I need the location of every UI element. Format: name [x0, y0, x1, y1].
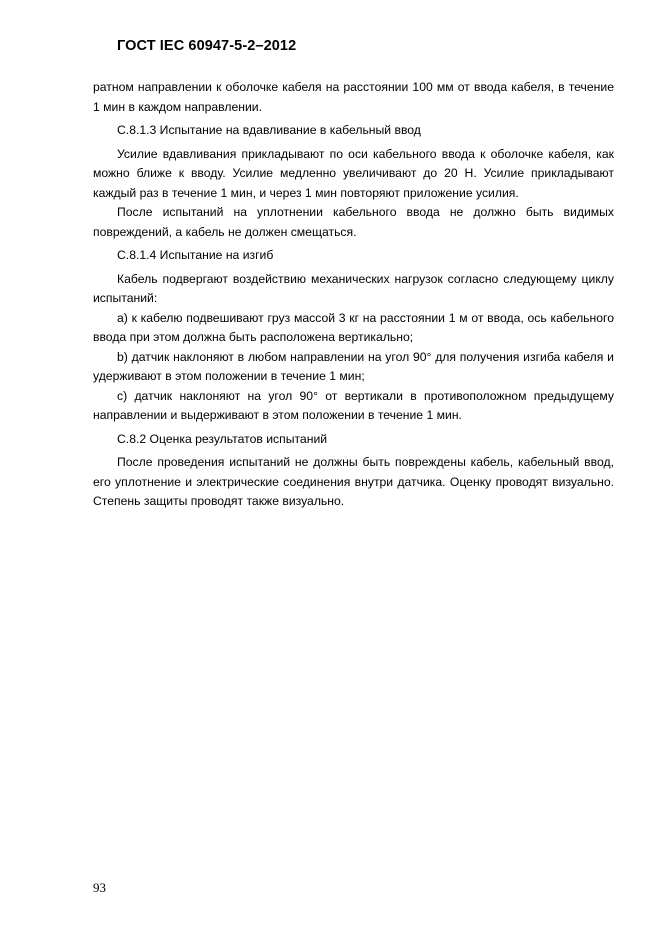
document-header: ГОСТ IEC 60947-5-2–2012: [117, 38, 297, 54]
section-heading-c814: С.8.1.4 Испытание на изгиб: [117, 248, 274, 262]
document-body: [93, 78, 614, 512]
section-heading-c813: С.8.1.3 Испытание на вдавливание в кабельный ввод: [117, 123, 421, 137]
list-item-c: с) датчик наклоняют на угол 90° от вертикали в противоположном предыдущему направлении и выдерживают в этом положении в течение 1 мин.: [93, 388, 614, 422]
page-number: 93: [93, 880, 106, 895]
list-item-a: а) к кабелю подвешивают груз массой 3 кг на расстоянии 1 м от ввода, ось кабельного ввода при этом должна быть расположена вертикально;: [93, 310, 614, 344]
paragraph-load-cycle: Кабель подвергают воздействию механических нагрузок согласно следующему циклу испытаний:: [93, 271, 614, 305]
paragraph-pressing-force: Усилие вдавливания прикладывают по оси кабельного ввода к оболочке кабеля, как можно ближе к вводу. Усилие медленно увеличивают до 20 Н. Усилие прикладывают каждый раз в течение 1 мин, и через 1 мин повторяют приложение усилия.: [93, 146, 614, 200]
paragraph-continuation: ратном направлении к оболочке кабеля на расстоянии 100 мм от ввода кабеля, в течение 1 мин в каждом направлении.: [93, 80, 614, 114]
paragraph-after-tests: После испытаний на уплотнении кабельного ввода не должно быть видимых повреждений, а кабель не должен смещаться.: [93, 205, 614, 239]
paragraph-evaluation: После проведения испытаний не должны быть повреждены кабель, кабельный ввод, его уплотнение и электрические соединения внутри датчика. Оценку проводят визуально. Степень защиты проводят также визуально.: [93, 455, 614, 508]
list-item-b: b) датчик наклоняют в любом направлении на угол 90° для получения изгиба кабеля и удерживают в этом положении в течение 1 мин;: [93, 349, 614, 383]
section-heading-c82: С.8.2 Оценка результатов испытаний: [117, 431, 328, 446]
